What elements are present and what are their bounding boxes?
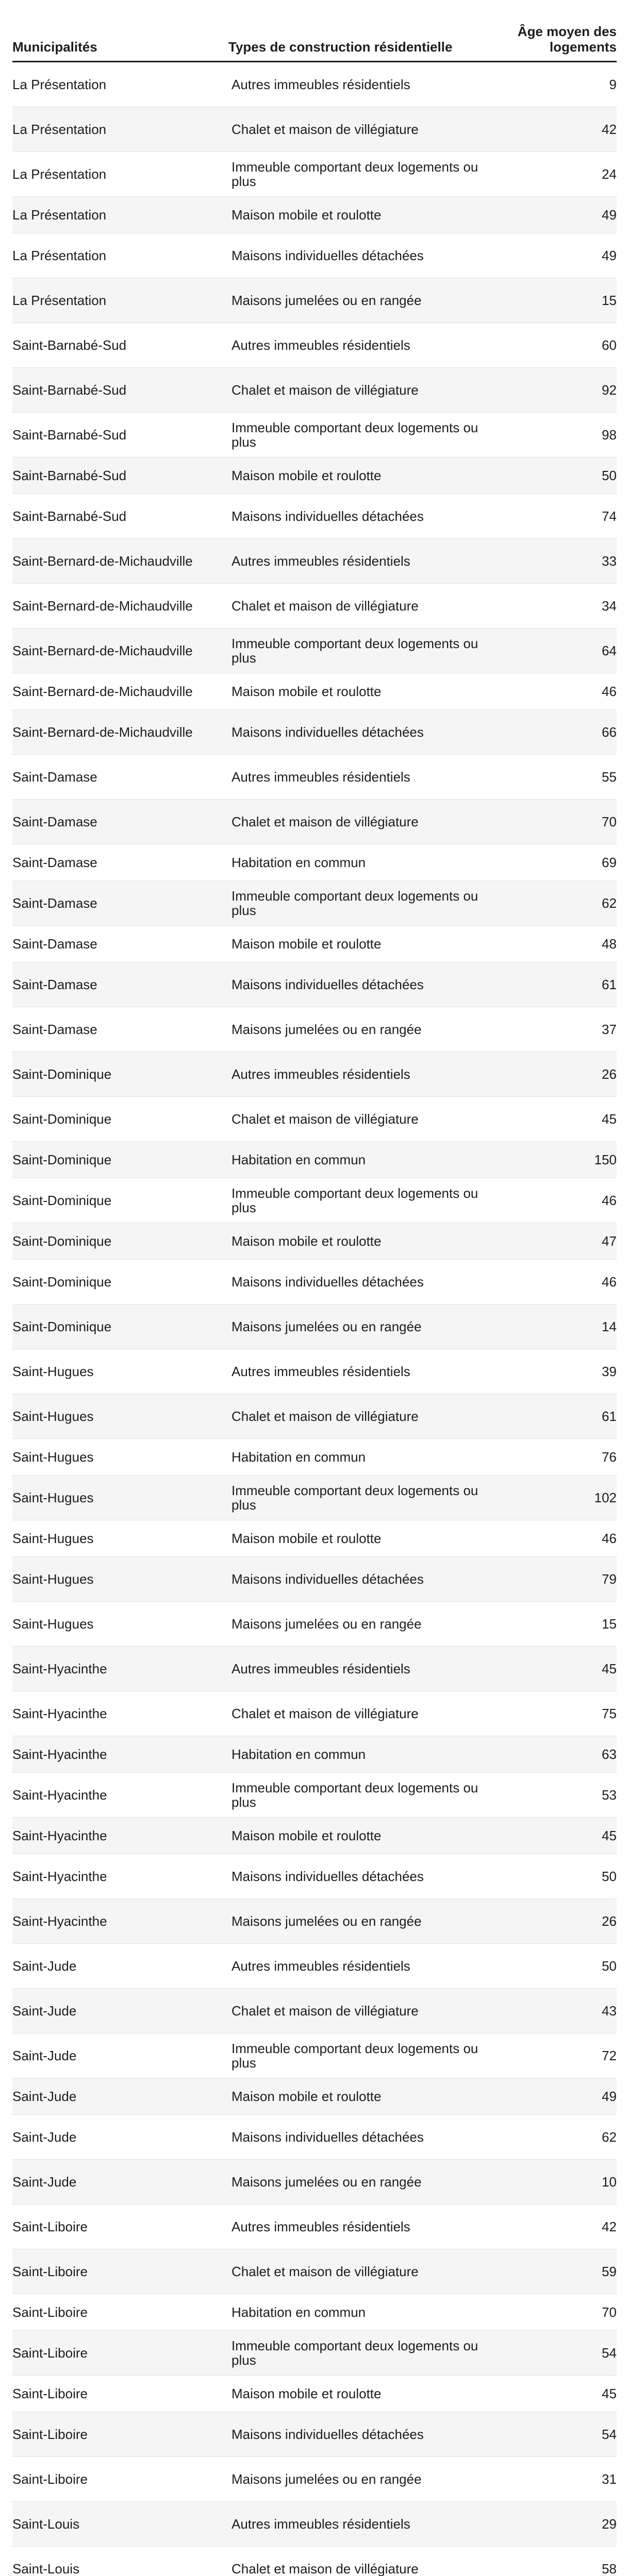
cell-construction-type: Chalet et maison de villégiature — [228, 800, 488, 844]
cell-construction-type: Maisons jumelées ou en rangée — [228, 2457, 488, 2502]
cell-municipality: Saint-Dominique — [12, 1178, 228, 1223]
cell-construction-type: Autres immeubles résidentiels — [228, 755, 488, 800]
table-row — [12, 2502, 617, 2547]
table-row — [12, 233, 617, 278]
cell-average-age: 29 — [488, 2502, 617, 2547]
cell-average-age: 45 — [488, 1097, 617, 1142]
table-row — [12, 2078, 617, 2115]
cell-municipality: Saint-Hugues — [12, 1557, 228, 1602]
table-row — [12, 1520, 617, 1557]
table-row — [12, 1944, 617, 1989]
table-row — [12, 2376, 617, 2412]
cell-average-age: 63 — [488, 1736, 617, 1773]
cell-construction-type: Maisons jumelées ou en rangée — [228, 2160, 488, 2205]
table-row — [12, 494, 617, 539]
header-construction-type[interactable]: Types de construction résidentielle — [228, 39, 453, 55]
cell-average-age: 53 — [488, 1773, 617, 1818]
cell-municipality: Saint-Bernard-de-Michaudville — [12, 710, 228, 755]
cell-municipality: La Présentation — [12, 233, 228, 278]
table-row — [12, 323, 617, 368]
cell-municipality: Saint-Damase — [12, 1007, 228, 1052]
table-row — [12, 710, 617, 755]
cell-construction-type: Maisons individuelles détachées — [228, 2115, 488, 2160]
cell-average-age: 79 — [488, 1557, 617, 1602]
cell-average-age: 74 — [488, 494, 617, 539]
cell-average-age: 61 — [488, 1394, 617, 1439]
table-row — [12, 62, 617, 107]
cell-construction-type: Chalet et maison de villégiature — [228, 107, 488, 152]
table-body — [12, 62, 617, 2576]
table-row — [12, 844, 617, 881]
table-row — [12, 413, 617, 457]
cell-average-age: 46 — [488, 1178, 617, 1223]
cell-municipality: Saint-Jude — [12, 1989, 228, 2033]
cell-municipality: Saint-Damase — [12, 800, 228, 844]
cell-municipality: Saint-Louis — [12, 2547, 228, 2576]
table-row — [12, 2457, 617, 2502]
cell-construction-type: Immeuble comportant deux logements ou plus — [228, 1773, 488, 1818]
cell-construction-type: Maisons jumelées ou en rangée — [228, 1899, 488, 1944]
cell-municipality: Saint-Hugues — [12, 1349, 228, 1394]
table-row — [12, 1899, 617, 1944]
cell-municipality: Saint-Damase — [12, 844, 228, 881]
table-row — [12, 1223, 617, 1260]
cell-municipality: Saint-Jude — [12, 2078, 228, 2115]
table-row — [12, 1394, 617, 1439]
cell-construction-type: Immeuble comportant deux logements ou plus — [228, 2331, 488, 2376]
table-row — [12, 107, 617, 152]
table-row — [12, 1989, 617, 2033]
cell-municipality: La Présentation — [12, 278, 228, 323]
cell-average-age: 102 — [488, 1476, 617, 1520]
cell-construction-type: Autres immeubles résidentiels — [228, 2502, 488, 2547]
cell-construction-type: Habitation en commun — [228, 1439, 488, 1476]
table-row — [12, 1691, 617, 1736]
cell-construction-type: Maison mobile et roulotte — [228, 2078, 488, 2115]
table-row — [12, 278, 617, 323]
cell-municipality: Saint-Hyacinthe — [12, 1854, 228, 1899]
cell-construction-type: Maison mobile et roulotte — [228, 1818, 488, 1854]
cell-municipality: Saint-Hyacinthe — [12, 1773, 228, 1818]
cell-average-age: 59 — [488, 2249, 617, 2294]
cell-construction-type: Habitation en commun — [228, 2294, 488, 2331]
cell-average-age: 69 — [488, 844, 617, 881]
cell-average-age: 75 — [488, 1691, 617, 1736]
cell-average-age: 54 — [488, 2412, 617, 2457]
cell-average-age: 26 — [488, 1052, 617, 1097]
cell-construction-type: Autres immeubles résidentiels — [228, 2205, 488, 2249]
cell-municipality: Saint-Barnabé-Sud — [12, 323, 228, 368]
cell-municipality: La Présentation — [12, 152, 228, 197]
cell-construction-type: Maison mobile et roulotte — [228, 2376, 488, 2412]
cell-municipality: Saint-Bernard-de-Michaudville — [12, 629, 228, 673]
cell-municipality: Saint-Jude — [12, 1944, 228, 1989]
table-row — [12, 1736, 617, 1773]
table-row — [12, 1773, 617, 1818]
table-row — [12, 926, 617, 962]
cell-construction-type: Autres immeubles résidentiels — [228, 1647, 488, 1691]
cell-municipality: Saint-Hyacinthe — [12, 1647, 228, 1691]
cell-municipality: Saint-Liboire — [12, 2457, 228, 2502]
cell-average-age: 10 — [488, 2160, 617, 2205]
table-row — [12, 2033, 617, 2078]
cell-average-age: 50 — [488, 1854, 617, 1899]
cell-construction-type: Immeuble comportant deux logements ou plus — [228, 629, 488, 673]
table-row — [12, 584, 617, 629]
cell-construction-type: Maisons individuelles détachées — [228, 2412, 488, 2457]
cell-municipality: Saint-Dominique — [12, 1223, 228, 1260]
cell-municipality: Saint-Liboire — [12, 2294, 228, 2331]
cell-average-age: 33 — [488, 539, 617, 584]
cell-construction-type: Maisons individuelles détachées — [228, 1557, 488, 1602]
cell-average-age: 92 — [488, 368, 617, 413]
cell-construction-type: Maison mobile et roulotte — [228, 457, 488, 494]
cell-average-age: 49 — [488, 233, 617, 278]
cell-construction-type: Maisons individuelles détachées — [228, 233, 488, 278]
cell-construction-type: Maisons jumelées ou en rangée — [228, 1007, 488, 1052]
table-header — [12, 10, 617, 62]
cell-municipality: Saint-Barnabé-Sud — [12, 494, 228, 539]
cell-average-age: 66 — [488, 710, 617, 755]
cell-average-age: 42 — [488, 2205, 617, 2249]
cell-municipality: Saint-Dominique — [12, 1097, 228, 1142]
cell-construction-type: Chalet et maison de villégiature — [228, 1691, 488, 1736]
table-row — [12, 2115, 617, 2160]
cell-average-age: 50 — [488, 457, 617, 494]
cell-average-age: 76 — [488, 1439, 617, 1476]
table-row — [12, 2205, 617, 2249]
table-row — [12, 2412, 617, 2457]
cell-municipality: Saint-Damase — [12, 926, 228, 962]
cell-municipality: Saint-Louis — [12, 2502, 228, 2547]
cell-construction-type: Chalet et maison de villégiature — [228, 368, 488, 413]
cell-construction-type: Maisons jumelées ou en rangée — [228, 1304, 488, 1349]
cell-construction-type: Habitation en commun — [228, 1142, 488, 1178]
table-row — [12, 1178, 617, 1223]
cell-municipality: Saint-Hugues — [12, 1520, 228, 1557]
cell-construction-type: Autres immeubles résidentiels — [228, 1944, 488, 1989]
cell-average-age: 46 — [488, 673, 617, 710]
cell-construction-type: Maisons jumelées ou en rangée — [228, 1602, 488, 1647]
cell-construction-type: Chalet et maison de villégiature — [228, 1097, 488, 1142]
cell-construction-type: Maisons individuelles détachées — [228, 962, 488, 1007]
table-row — [12, 368, 617, 413]
table-row — [12, 1304, 617, 1349]
cell-municipality: Saint-Dominique — [12, 1304, 228, 1349]
cell-construction-type: Immeuble comportant deux logements ou plus — [228, 152, 488, 197]
cell-average-age: 58 — [488, 2547, 617, 2576]
cell-construction-type: Autres immeubles résidentiels — [228, 323, 488, 368]
cell-average-age: 70 — [488, 800, 617, 844]
table-row — [12, 1854, 617, 1899]
cell-average-age: 64 — [488, 629, 617, 673]
cell-construction-type: Maison mobile et roulotte — [228, 673, 488, 710]
cell-municipality: Saint-Damase — [12, 962, 228, 1007]
cell-municipality: Saint-Liboire — [12, 2331, 228, 2376]
cell-construction-type: Maisons jumelées ou en rangée — [228, 278, 488, 323]
cell-construction-type: Immeuble comportant deux logements ou plus — [228, 413, 488, 457]
cell-average-age: 46 — [488, 1260, 617, 1304]
cell-average-age: 31 — [488, 2457, 617, 2502]
table-row — [12, 755, 617, 800]
cell-municipality: Saint-Hyacinthe — [12, 1818, 228, 1854]
table-row — [12, 1602, 617, 1647]
cell-average-age: 15 — [488, 1602, 617, 1647]
cell-construction-type: Chalet et maison de villégiature — [228, 1989, 488, 2033]
table-row — [12, 881, 617, 926]
cell-municipality: Saint-Damase — [12, 755, 228, 800]
cell-construction-type: Autres immeubles résidentiels — [228, 1349, 488, 1394]
cell-municipality: La Présentation — [12, 197, 228, 233]
cell-municipality: Saint-Jude — [12, 2115, 228, 2160]
cell-average-age: 26 — [488, 1899, 617, 1944]
header-municipality[interactable]: Municipalités — [12, 39, 97, 55]
cell-average-age: 54 — [488, 2331, 617, 2376]
cell-average-age: 62 — [488, 881, 617, 926]
cell-average-age: 34 — [488, 584, 617, 629]
cell-average-age: 49 — [488, 2078, 617, 2115]
cell-construction-type: Immeuble comportant deux logements ou plus — [228, 1178, 488, 1223]
cell-average-age: 24 — [488, 152, 617, 197]
table-row — [12, 1260, 617, 1304]
cell-municipality: La Présentation — [12, 107, 228, 152]
cell-average-age: 60 — [488, 323, 617, 368]
table-row — [12, 2160, 617, 2205]
cell-average-age: 45 — [488, 1647, 617, 1691]
cell-construction-type: Habitation en commun — [228, 844, 488, 881]
cell-average-age: 55 — [488, 755, 617, 800]
cell-construction-type: Chalet et maison de villégiature — [228, 2249, 488, 2294]
cell-municipality: Saint-Hugues — [12, 1476, 228, 1520]
table-row — [12, 1439, 617, 1476]
cell-construction-type: Autres immeubles résidentiels — [228, 1052, 488, 1097]
cell-municipality: Saint-Dominique — [12, 1142, 228, 1178]
cell-average-age: 14 — [488, 1304, 617, 1349]
cell-construction-type: Immeuble comportant deux logements ou plus — [228, 2033, 488, 2078]
cell-municipality: Saint-Hyacinthe — [12, 1691, 228, 1736]
table-row — [12, 152, 617, 197]
cell-municipality: Saint-Hugues — [12, 1602, 228, 1647]
cell-average-age: 150 — [488, 1142, 617, 1178]
table-row — [12, 2547, 617, 2576]
cell-average-age: 43 — [488, 1989, 617, 2033]
cell-municipality: Saint-Dominique — [12, 1260, 228, 1304]
cell-construction-type: Maison mobile et roulotte — [228, 1223, 488, 1260]
cell-construction-type: Maisons individuelles détachées — [228, 1260, 488, 1304]
cell-municipality: Saint-Liboire — [12, 2412, 228, 2457]
cell-municipality: Saint-Hyacinthe — [12, 1736, 228, 1773]
table-row — [12, 2331, 617, 2376]
table-row — [12, 1647, 617, 1691]
table-row — [12, 629, 617, 673]
cell-construction-type: Autres immeubles résidentiels — [228, 539, 488, 584]
table-row — [12, 2294, 617, 2331]
table-row — [12, 962, 617, 1007]
cell-municipality: Saint-Liboire — [12, 2376, 228, 2412]
header-average-age[interactable]: Âge moyen des logements — [517, 24, 617, 55]
cell-municipality: Saint-Bernard-de-Michaudville — [12, 539, 228, 584]
table-row — [12, 197, 617, 233]
cell-construction-type: Chalet et maison de villégiature — [228, 1394, 488, 1439]
cell-average-age: 15 — [488, 278, 617, 323]
cell-municipality: Saint-Barnabé-Sud — [12, 413, 228, 457]
table-row — [12, 1476, 617, 1520]
cell-average-age: 39 — [488, 1349, 617, 1394]
cell-construction-type: Immeuble comportant deux logements ou plus — [228, 1476, 488, 1520]
cell-average-age: 37 — [488, 1007, 617, 1052]
cell-construction-type: Maison mobile et roulotte — [228, 197, 488, 233]
table-row — [12, 2249, 617, 2294]
table-row — [12, 1142, 617, 1178]
cell-construction-type: Habitation en commun — [228, 1736, 488, 1773]
cell-municipality: Saint-Hyacinthe — [12, 1899, 228, 1944]
cell-construction-type: Autres immeubles résidentiels — [228, 62, 488, 107]
cell-municipality: La Présentation — [12, 62, 228, 107]
cell-municipality: Saint-Bernard-de-Michaudville — [12, 673, 228, 710]
cell-average-age: 72 — [488, 2033, 617, 2078]
cell-average-age: 42 — [488, 107, 617, 152]
cell-construction-type: Immeuble comportant deux logements ou plus — [228, 881, 488, 926]
cell-average-age: 49 — [488, 197, 617, 233]
cell-municipality: Saint-Jude — [12, 2160, 228, 2205]
cell-construction-type: Maisons individuelles détachées — [228, 710, 488, 755]
cell-municipality: Saint-Dominique — [12, 1052, 228, 1097]
table-row — [12, 539, 617, 584]
cell-average-age: 50 — [488, 1944, 617, 1989]
cell-municipality: Saint-Barnabé-Sud — [12, 368, 228, 413]
table-row — [12, 1007, 617, 1052]
cell-municipality: Saint-Hugues — [12, 1394, 228, 1439]
table-row — [12, 1557, 617, 1602]
cell-municipality: Saint-Hugues — [12, 1439, 228, 1476]
table-row — [12, 673, 617, 710]
cell-average-age: 70 — [488, 2294, 617, 2331]
cell-construction-type: Maisons individuelles détachées — [228, 494, 488, 539]
cell-average-age: 9 — [488, 62, 617, 107]
table-row — [12, 1097, 617, 1142]
table-row — [12, 1052, 617, 1097]
table-row — [12, 457, 617, 494]
cell-construction-type: Maison mobile et roulotte — [228, 926, 488, 962]
cell-average-age: 62 — [488, 2115, 617, 2160]
cell-average-age: 61 — [488, 962, 617, 1007]
cell-average-age: 47 — [488, 1223, 617, 1260]
cell-average-age: 45 — [488, 1818, 617, 1854]
cell-average-age: 45 — [488, 2376, 617, 2412]
table-row — [12, 1818, 617, 1854]
cell-municipality: Saint-Barnabé-Sud — [12, 457, 228, 494]
header-row — [12, 10, 617, 62]
cell-construction-type: Maison mobile et roulotte — [228, 1520, 488, 1557]
cell-average-age: 48 — [488, 926, 617, 962]
cell-municipality: Saint-Jude — [12, 2033, 228, 2078]
table-row — [12, 1349, 617, 1394]
cell-municipality: Saint-Liboire — [12, 2205, 228, 2249]
cell-average-age: 46 — [488, 1520, 617, 1557]
cell-municipality: Saint-Damase — [12, 881, 228, 926]
cell-construction-type: Maisons individuelles détachées — [228, 1854, 488, 1899]
data-table — [12, 10, 617, 2576]
cell-construction-type: Chalet et maison de villégiature — [228, 584, 488, 629]
cell-municipality: Saint-Liboire — [12, 2249, 228, 2294]
table-row — [12, 800, 617, 844]
cell-construction-type: Chalet et maison de villégiature — [228, 2547, 488, 2576]
cell-municipality: Saint-Bernard-de-Michaudville — [12, 584, 228, 629]
cell-average-age: 98 — [488, 413, 617, 457]
